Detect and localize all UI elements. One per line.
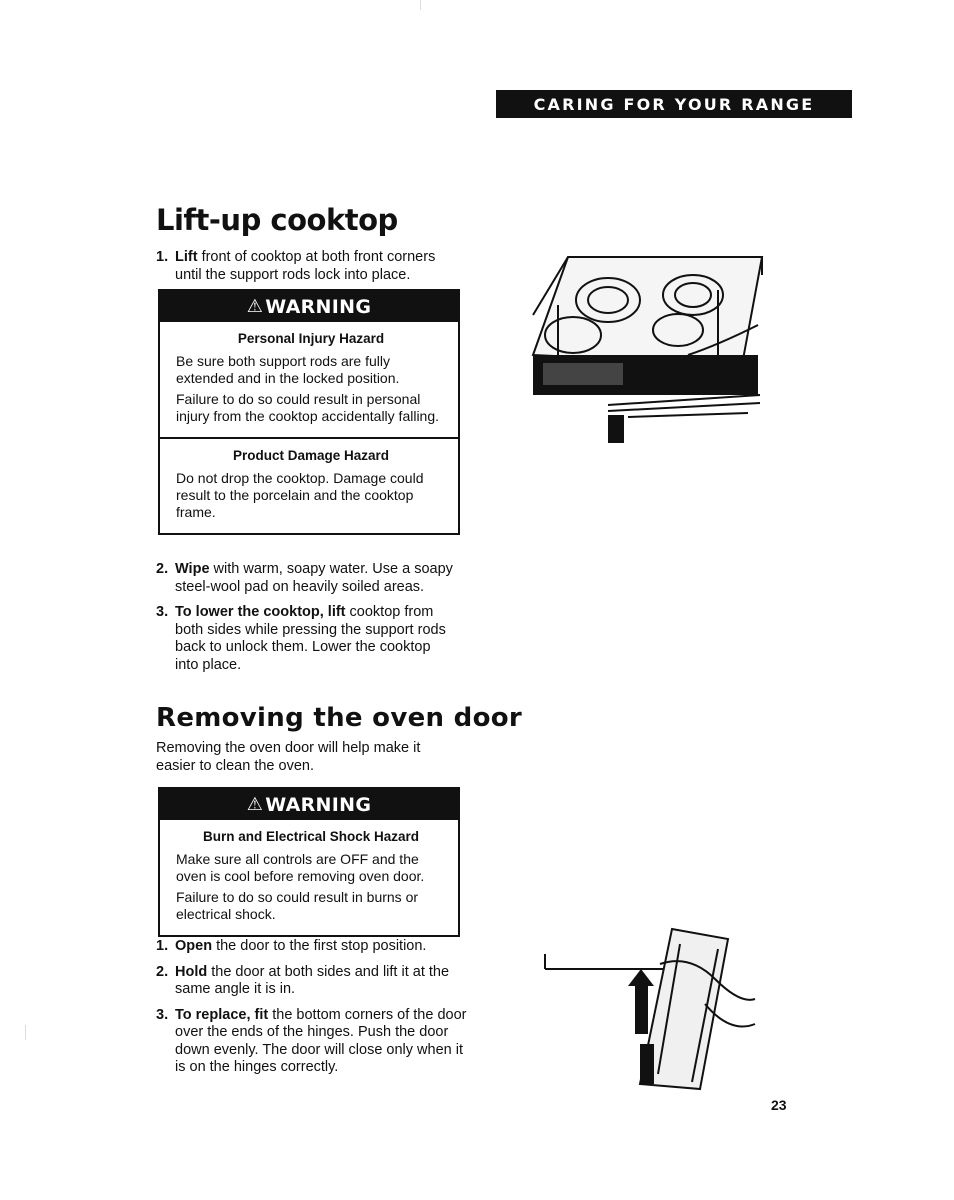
warning-header [160,291,458,322]
step-lead: Hold [175,963,208,980]
step-text: with warm, soapy water. Use a soapy steel-wool pad on heavily soiled areas. [175,561,453,595]
lifted-cooktop-illustration [528,245,764,445]
hazard-text: Do not drop the cooktop. Damage could result to the porcelain and the cooktop frame. [176,470,424,520]
step-number: 3. [156,604,169,620]
crop-mark [25,1025,26,1040]
hazard-section [160,437,458,533]
oven-door-steps [156,938,476,1085]
warning-header [160,789,458,820]
hazard-text: Be sure both support rods are fully extended and in the locked position. [176,353,400,386]
step-item [156,561,456,596]
step-number: 2. [156,561,169,577]
cooktop-steps-second [156,561,456,682]
step-lead: Open [175,938,213,954]
warning-label: WARNING [265,793,372,816]
hazard-title: Burn and Electrical Shock Hazard [202,829,420,844]
step-number: 1. [156,938,169,954]
oven-door-intro: Removing the oven door will help make it easier to clean the oven. [156,740,421,774]
step-text: cooktop from both sides while pressing the support rods back to unlock them. Lower the cooktop into place. [175,604,446,673]
page-number: 23 [771,1097,787,1113]
step-text: the bottom corners of the door over the ends of the hinges. Push the door down evenly. The door will close only when it is on the hinges correctly. [175,1006,467,1075]
oven-door-removal-illustration [540,924,758,1092]
crop-mark [420,0,421,10]
alert-triangle-icon: ⚠ [246,794,264,815]
step-item [156,964,476,999]
step-lead: Lift [175,249,198,265]
oven-door-heading: Removing the oven door [156,703,523,733]
hazard-section [160,820,458,935]
alert-triangle-icon: ⚠ [246,296,264,317]
warning-label: WARNING [265,295,372,318]
hazard-text: Make sure all controls are OFF and the oven is cool before removing oven door. [176,851,425,884]
hazard-section [160,322,458,437]
step-number: 3. [156,1006,169,1023]
step-item [156,604,456,674]
warning-box [158,787,460,937]
section-banner: CARING FOR YOUR RANGE [496,90,852,118]
hazard-text: Failure to do so could result in burns or electrical shock. [176,889,419,922]
step-item [156,249,456,284]
cooktop-heading: Lift-up cooktop [156,203,398,237]
step-lead: To lower the cooktop, lift [175,604,346,620]
step-text: the door to the first stop position. [212,938,427,954]
step-item [156,1007,476,1077]
hazard-text: Failure to do so could result in personal injury from the cooktop accidentally falling. [176,391,440,424]
step-number: 2. [156,963,169,980]
hazard-title: Personal Injury Hazard [237,331,385,346]
cooktop-steps-first [156,249,456,292]
step-text: front of cooktop at both front corners until the support rods lock into place. [175,249,436,283]
step-number: 1. [156,249,169,265]
step-lead: To replace, fit [175,1006,269,1023]
step-item [156,938,476,956]
hazard-title: Product Damage Hazard [232,448,390,463]
step-text: the door at both sides and lift it at the same angle it is in. [175,963,450,997]
step-lead: Wipe [175,561,210,577]
warning-box [158,289,460,535]
